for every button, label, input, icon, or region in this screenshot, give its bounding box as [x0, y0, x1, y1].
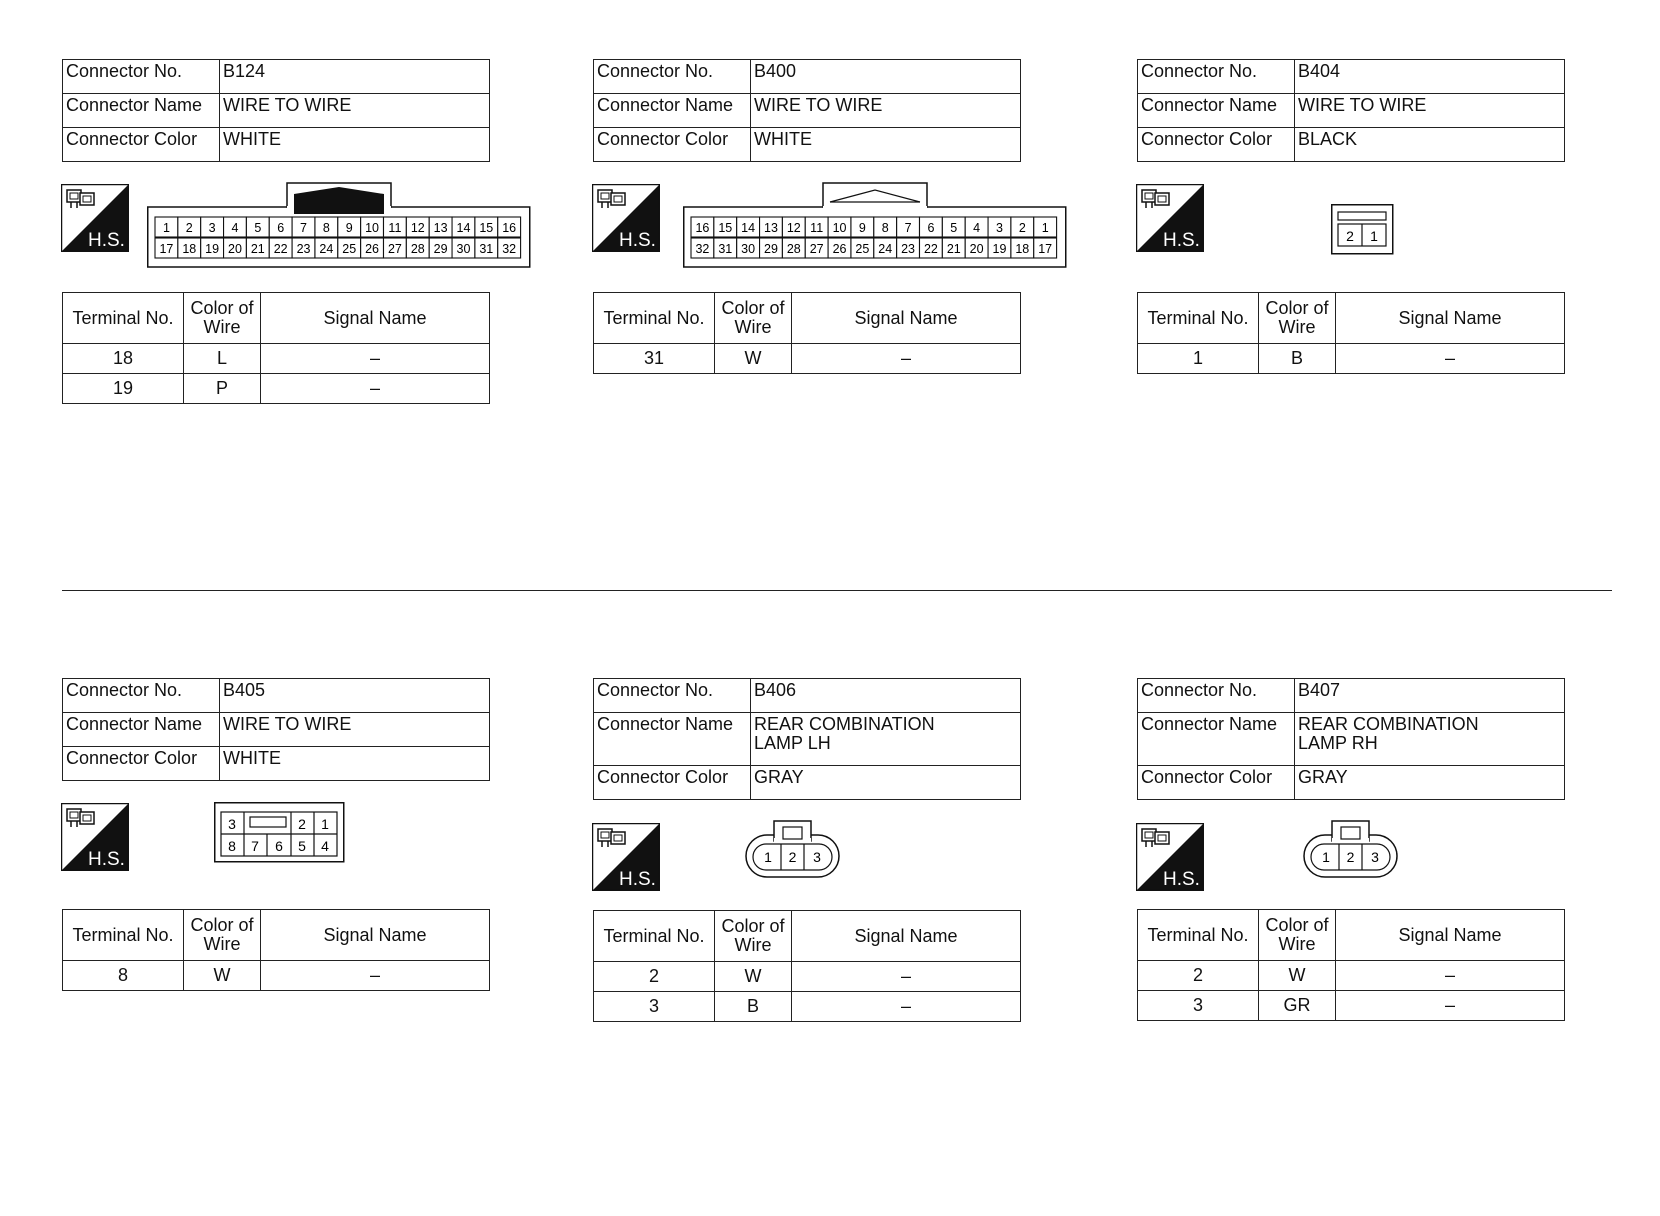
connector-color-label: Connector Color	[63, 128, 220, 162]
table-row	[594, 344, 1021, 374]
pin-label: 2	[1346, 849, 1355, 865]
connector-name-label: Connector Name	[63, 713, 220, 747]
signal-name-cell: –	[261, 344, 490, 374]
section-divider	[62, 590, 1612, 591]
pin-label: 8	[881, 221, 889, 235]
pin-label: 24	[878, 242, 893, 256]
pin-label: 31	[718, 242, 733, 256]
terminal-no-header: Terminal No.	[1138, 293, 1259, 344]
signal-name-cell: –	[1336, 961, 1565, 991]
signal-name-cell: –	[792, 344, 1021, 374]
connector-info-table	[1137, 678, 1565, 800]
connector-block-b406	[593, 678, 1023, 800]
pin-label: 24	[319, 242, 334, 256]
pin-label: 28	[786, 242, 801, 256]
connector-no-label: Connector No.	[1138, 60, 1295, 94]
pin-label: 15	[718, 221, 733, 235]
terminal-no-header: Terminal No.	[63, 293, 184, 344]
table-row	[1138, 961, 1565, 991]
signal-name-header: Signal Name	[792, 293, 1021, 344]
connector-name-value: REAR COMBINATION LAMP LH	[751, 713, 1021, 766]
connector-color-label: Connector Color	[594, 128, 751, 162]
pin-label: 19	[205, 242, 220, 256]
pin-label: 1	[162, 221, 170, 235]
hs-icon	[61, 184, 129, 252]
signal-name-cell: –	[1336, 991, 1565, 1021]
connector-info-table	[1137, 59, 1565, 162]
connector-name-label: Connector Name	[594, 94, 751, 128]
terminal-no-cell: 2	[1138, 961, 1259, 991]
signal-name-cell: –	[792, 992, 1021, 1022]
wire-color-header: Color of Wire	[715, 293, 792, 344]
connector-color-label: Connector Color	[1138, 128, 1295, 162]
connector-face-b405	[214, 802, 346, 864]
table-row	[63, 374, 490, 404]
connector-color-value: WHITE	[751, 128, 1021, 162]
wire-color-cell: W	[1259, 961, 1336, 991]
terminal-no-cell: 1	[1138, 344, 1259, 374]
hs-icon	[61, 803, 129, 871]
pin-label: 13	[764, 221, 778, 235]
wire-color-header: Color of Wire	[715, 911, 792, 962]
hs-label: H.S.	[619, 869, 656, 890]
terminal-table	[62, 292, 490, 404]
pin-label: 5	[950, 221, 958, 235]
pin-label: 29	[764, 242, 778, 256]
table-row	[63, 961, 490, 991]
pin-label: 16	[695, 221, 710, 235]
connector-name-value: REAR COMBINATION LAMP RH	[1295, 713, 1565, 766]
hs-icon	[1136, 184, 1204, 252]
pin-label: 5	[254, 221, 262, 235]
connector-block-b407	[1137, 678, 1567, 800]
hs-icon	[592, 823, 660, 891]
pin-label: 26	[365, 242, 380, 256]
table-row	[63, 344, 490, 374]
connector-no-value: B124	[220, 60, 490, 94]
hs-icon	[1136, 823, 1204, 891]
pin-label: 3	[995, 221, 1003, 235]
pin-label: 10	[832, 221, 847, 235]
pin-label: 7	[300, 221, 308, 235]
pin-label: 3	[208, 221, 216, 235]
terminal-table	[1137, 909, 1565, 1021]
connector-face-b124	[147, 182, 531, 268]
hs-label: H.S.	[88, 849, 125, 870]
signal-name-header: Signal Name	[1336, 293, 1565, 344]
connector-name-value: WIRE TO WIRE	[220, 94, 490, 128]
pin-label: 8	[228, 838, 236, 854]
pin-label: 1	[1370, 228, 1378, 244]
pin-label: 3	[1371, 849, 1379, 865]
wire-color-header: Color of Wire	[1259, 293, 1336, 344]
terminal-no-cell: 8	[63, 961, 184, 991]
connector-color-value: WHITE	[220, 747, 490, 781]
pin-label: 32	[502, 242, 517, 256]
table-row	[594, 962, 1021, 992]
terminal-table	[593, 910, 1021, 1022]
terminal-table-block-b400	[593, 292, 1023, 374]
pin-label: 2	[1018, 221, 1026, 235]
signal-name-header: Signal Name	[1336, 910, 1565, 961]
pin-label: 17	[159, 242, 174, 256]
pin-label: 27	[809, 242, 824, 256]
wire-color-cell: L	[184, 344, 261, 374]
pin-label: 25	[342, 242, 357, 256]
pin-label: 6	[275, 838, 283, 854]
terminal-no-cell: 2	[594, 962, 715, 992]
connector-name-label: Connector Name	[63, 94, 220, 128]
connector-name-label: Connector Name	[594, 713, 751, 766]
pin-label: 20	[969, 242, 984, 256]
connector-face-b407	[1302, 820, 1400, 882]
connector-block-b404	[1137, 59, 1567, 162]
pin-label: 17	[1038, 242, 1053, 256]
connector-face-b400	[683, 182, 1067, 268]
connector-info-table	[62, 678, 490, 781]
terminal-no-header: Terminal No.	[63, 910, 184, 961]
pin-label: 27	[387, 242, 402, 256]
connector-info-table	[62, 59, 490, 162]
table-row	[1138, 344, 1565, 374]
pin-label: 23	[901, 242, 916, 256]
pin-label: 3	[813, 849, 821, 865]
signal-name-header: Signal Name	[261, 910, 490, 961]
connector-name-label: Connector Name	[1138, 94, 1295, 128]
wire-color-cell: B	[1259, 344, 1336, 374]
pin-label: 26	[832, 242, 847, 256]
pin-row-top	[691, 217, 1057, 237]
pin-label: 4	[321, 838, 329, 854]
pin-label: 1	[1041, 221, 1049, 235]
connector-color-label: Connector Color	[63, 747, 220, 781]
terminal-table-block-b406	[593, 910, 1023, 1022]
pin-label: 2	[788, 849, 797, 865]
connector-name-label: Connector Name	[1138, 713, 1295, 766]
connector-no-value: B406	[751, 679, 1021, 713]
pin-label: 22	[273, 242, 288, 256]
table-row	[1138, 991, 1565, 1021]
connector-color-value: GRAY	[1295, 766, 1565, 800]
pin-row-top	[155, 217, 521, 237]
connector-no-label: Connector No.	[63, 60, 220, 94]
connector-block-b400	[593, 59, 1023, 162]
terminal-no-cell: 3	[594, 992, 715, 1022]
hs-label: H.S.	[1163, 230, 1200, 251]
terminal-no-cell: 3	[1138, 991, 1259, 1021]
signal-name-cell: –	[1336, 344, 1565, 374]
pin-label: 2	[298, 816, 306, 832]
pin-label: 7	[251, 838, 259, 854]
connector-block-b405	[62, 678, 492, 781]
pin-label: 20	[228, 242, 242, 256]
pin-label: 3	[228, 816, 236, 832]
pin-label: 11	[388, 221, 402, 235]
terminal-no-header: Terminal No.	[594, 911, 715, 962]
connector-name-value: WIRE TO WIRE	[220, 713, 490, 747]
pin-label: 2	[185, 221, 193, 235]
connector-info-table	[593, 59, 1021, 162]
pin-label: 9	[858, 221, 866, 235]
terminal-no-header: Terminal No.	[594, 293, 715, 344]
connector-color-label: Connector Color	[1138, 766, 1295, 800]
signal-name-header: Signal Name	[261, 293, 490, 344]
pin-label: 7	[904, 221, 912, 235]
connector-no-value: B405	[220, 679, 490, 713]
terminal-no-cell: 31	[594, 344, 715, 374]
connector-color-value: BLACK	[1295, 128, 1565, 162]
connector-color-value: GRAY	[751, 766, 1021, 800]
terminal-no-cell: 18	[63, 344, 184, 374]
terminal-no-header: Terminal No.	[1138, 910, 1259, 961]
pin-label: 22	[923, 242, 938, 256]
connector-no-value: B404	[1295, 60, 1565, 94]
hs-label: H.S.	[619, 230, 656, 251]
connector-no-label: Connector No.	[63, 679, 220, 713]
pin-row-bottom	[691, 238, 1057, 258]
wire-color-cell: W	[715, 962, 792, 992]
terminal-table	[593, 292, 1021, 374]
wire-color-header: Color of Wire	[184, 910, 261, 961]
terminal-table-block-b404	[1137, 292, 1567, 374]
signal-name-cell: –	[261, 961, 490, 991]
wire-color-cell: B	[715, 992, 792, 1022]
connector-block-b124	[62, 59, 492, 162]
pin-label: 18	[182, 242, 197, 256]
pin-label: 19	[992, 242, 1007, 256]
pin-label: 4	[231, 221, 239, 235]
connector-name-value: WIRE TO WIRE	[751, 94, 1021, 128]
connector-no-label: Connector No.	[1138, 679, 1295, 713]
pin-label: 21	[250, 242, 265, 256]
pin-label: 28	[410, 242, 425, 256]
terminal-no-cell: 19	[63, 374, 184, 404]
terminal-table	[1137, 292, 1565, 374]
terminal-table-block-b124	[62, 292, 492, 404]
connector-info-table	[593, 678, 1021, 800]
pin-label: 31	[479, 242, 494, 256]
connector-face-b404	[1331, 204, 1395, 256]
wire-color-header: Color of Wire	[184, 293, 261, 344]
terminal-table-block-b405	[62, 909, 492, 991]
pin-label: 23	[296, 242, 311, 256]
wire-color-cell: W	[184, 961, 261, 991]
terminal-table-block-b407	[1137, 909, 1567, 1021]
pin-label: 10	[365, 221, 380, 235]
connector-color-label: Connector Color	[594, 766, 751, 800]
pin-label: 6	[277, 221, 285, 235]
pin-label: 14	[456, 221, 471, 235]
signal-name-cell: –	[261, 374, 490, 404]
signal-name-cell: –	[792, 962, 1021, 992]
pin-label: 1	[321, 816, 329, 832]
pin-label: 18	[1015, 242, 1030, 256]
pin-label: 13	[433, 221, 448, 235]
pin-label: 32	[695, 242, 710, 256]
pin-label: 21	[946, 242, 961, 256]
pin-label: 12	[786, 221, 801, 235]
pin-label: 1	[764, 849, 772, 865]
pin-label: 15	[479, 221, 494, 235]
connector-no-label: Connector No.	[594, 60, 751, 94]
table-row	[594, 992, 1021, 1022]
pin-label: 29	[433, 242, 448, 256]
wire-color-cell: W	[715, 344, 792, 374]
connector-no-value: B407	[1295, 679, 1565, 713]
connector-color-value: WHITE	[220, 128, 490, 162]
pin-label: 2	[1346, 228, 1354, 244]
pin-label: 12	[410, 221, 425, 235]
wire-color-header: Color of Wire	[1259, 910, 1336, 961]
pin-label: 14	[741, 221, 756, 235]
pin-label: 4	[973, 221, 981, 235]
terminal-table	[62, 909, 490, 991]
connector-no-value: B400	[751, 60, 1021, 94]
hs-label: H.S.	[1163, 869, 1200, 890]
pin-label: 6	[927, 221, 935, 235]
connector-face-b406	[744, 820, 842, 882]
pin-label: 9	[345, 221, 353, 235]
hs-icon	[592, 184, 660, 252]
connector-no-label: Connector No.	[594, 679, 751, 713]
pin-row-bottom	[155, 238, 521, 258]
signal-name-header: Signal Name	[792, 911, 1021, 962]
pin-label: 11	[810, 221, 824, 235]
pin-label: 5	[298, 838, 306, 854]
pin-label: 25	[855, 242, 870, 256]
pin-label: 30	[456, 242, 471, 256]
pin-label: 8	[322, 221, 330, 235]
pin-label: 16	[502, 221, 517, 235]
wire-color-cell: P	[184, 374, 261, 404]
pin-label: 1	[1322, 849, 1330, 865]
connector-name-value: WIRE TO WIRE	[1295, 94, 1565, 128]
wire-color-cell: GR	[1259, 991, 1336, 1021]
pin-label: 30	[741, 242, 756, 256]
hs-label: H.S.	[88, 230, 125, 251]
